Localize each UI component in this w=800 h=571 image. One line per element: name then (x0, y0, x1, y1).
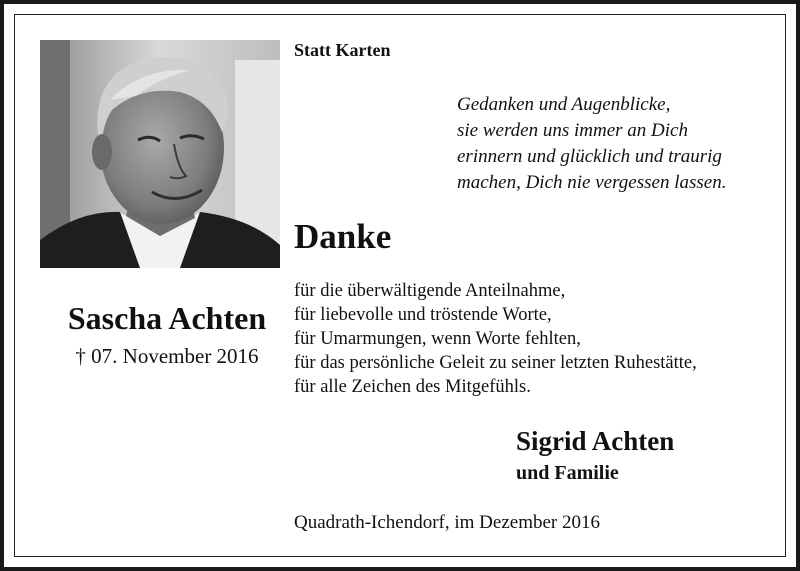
poem-line: Gedanken und Augenblicke, (457, 94, 671, 115)
poem-line: erinnern und glücklich und traurig (457, 146, 722, 167)
signer-subtitle: und Familie (516, 462, 619, 484)
poem-line: machen, Dich nie vergessen lassen. (457, 172, 727, 193)
thanks-line: für Umarmungen, wenn Worte fehlten, (294, 329, 581, 349)
obituary-card (4, 4, 796, 567)
portrait-photo (40, 40, 280, 268)
thanks-line: für alle Zeichen des Mitgefühls. (294, 377, 531, 397)
signer-name: Sigrid Achten (516, 426, 675, 456)
thanks-line: für liebevolle und tröstende Worte, (294, 305, 552, 325)
heading: Danke (294, 217, 392, 256)
poem (457, 92, 777, 196)
header-note: Statt Karten (294, 40, 391, 60)
thanks-line: für die überwältigende Anteilnahme, (294, 281, 566, 301)
deceased-name: Sascha Achten (67, 300, 267, 336)
poem-line: sie werden uns immer an Dich (457, 120, 688, 141)
place-date: Quadrath-Ichendorf, im Dezember 2016 (294, 512, 600, 533)
thanks-text (294, 279, 774, 399)
death-date: † 07. November 2016 (75, 344, 259, 368)
thanks-line: für das persönliche Geleit zu seiner letzten Ruhestätte, (294, 353, 697, 373)
